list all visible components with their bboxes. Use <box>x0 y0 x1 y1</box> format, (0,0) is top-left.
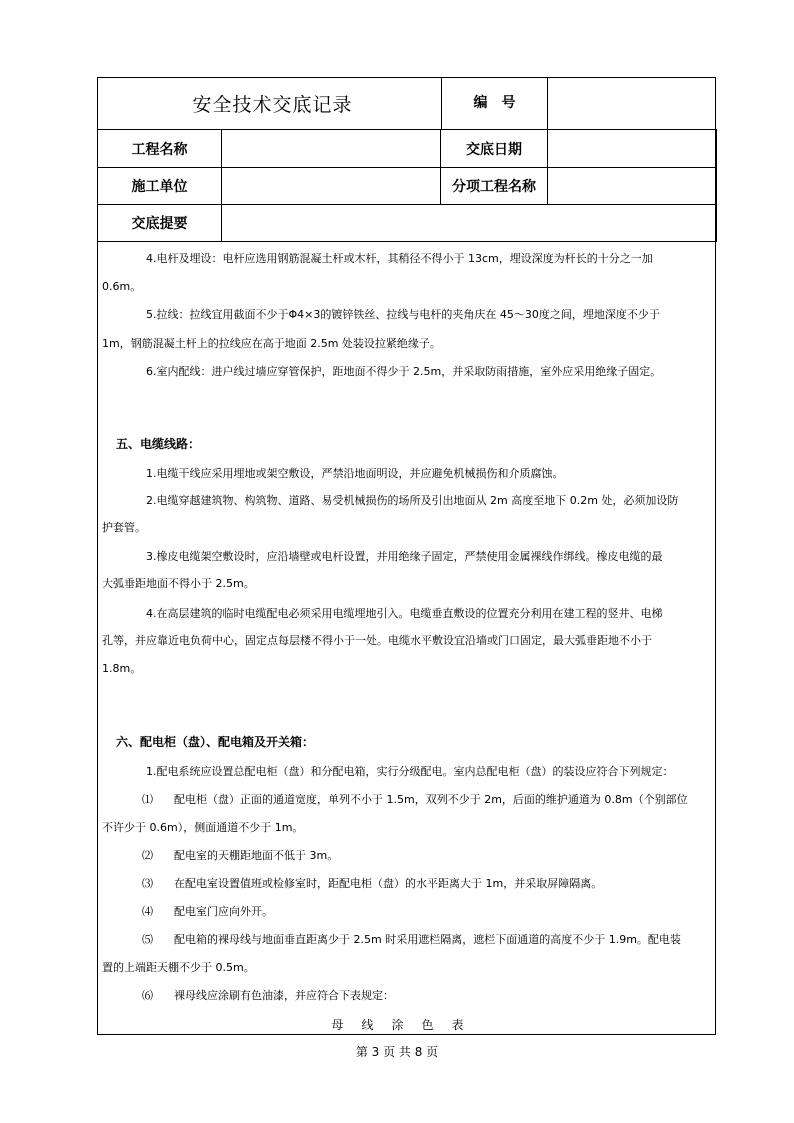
paragraph: 孔等，并应靠近电负荷中心，固定点每层楼不得小于一处。电缆水平敷设宜沿墙或门口固定，最大弧垂距地不小于 <box>102 634 652 647</box>
paragraph: 1.8m。 <box>102 662 142 675</box>
item-number: ⑵ <box>142 849 153 862</box>
paragraph: 1.电缆干线应采用埋地或架空敷设，严禁沿地面明设，并应避免机械损伤和介质腐蚀。 <box>146 467 564 480</box>
item-number: ⑶ <box>142 877 153 890</box>
paragraph: 4.在高层建筑的临时电缆配电必须采用电缆埋地引入。电缆垂直敷设的位置充分利用在建工程的竖井、电梯 <box>146 607 663 620</box>
paragraph: 配电室门应向外开。 <box>174 905 273 918</box>
paragraph: 配电室的天棚距地面不低于 3m。 <box>174 849 339 862</box>
page-number: 第 3 页 共 8 页 <box>355 1045 439 1059</box>
paragraph: 1.配电系统应设置总配电柜（盘）和分配电箱，实行分级配电。室内总配电柜（盘）的装设应符合下列规定： <box>146 765 674 778</box>
paragraph: 6.室内配线：进户线过墙应穿管保护，距地面不得少于 2.5m，并采取防雨措施，室外应采用绝缘子固定。 <box>146 365 662 378</box>
summary-label: 交底提要 <box>98 205 222 242</box>
number-label: 编 号 <box>441 78 548 129</box>
item-number: ⑹ <box>142 989 153 1002</box>
item-number: ⑷ <box>142 905 153 918</box>
paragraph: 在配电室设置值班或检修室时，距配电柜（盘）的水平距离大于 1m，并采取屏障隔离。 <box>174 877 603 890</box>
paragraph: 4.电杆及埋设：电杆应选用钢筋混凝土杆或木杆，其稍径不得小于 13cm，埋设深度为杆长的十分之一加 <box>146 252 653 265</box>
project-name-label: 工程名称 <box>98 130 222 168</box>
table-caption: 母线涂色表 <box>331 1018 482 1032</box>
section-5-heading: 五、电缆线路： <box>116 437 201 451</box>
paragraph: 3.橡皮电缆架空敷设时，应沿墙壁或电杆设置，并用绝缘子固定，严禁使用金属裸线作绑线。橡皮电缆的最 <box>146 550 663 563</box>
paragraph: 5.拉线：拉线宜用截面不少于Φ4×3的镀锌铁丝、拉线与电杆的夹角庆在 45～30度之间，埋地深度不少于 <box>146 308 660 321</box>
paragraph: 护套管。 <box>102 521 146 534</box>
document-title: 安全技术交底记录 <box>192 94 353 116</box>
date-label: 交底日期 <box>441 130 548 168</box>
document-body <box>98 242 715 1034</box>
paragraph: 裸母线应涂刷有色油漆，并应符合下表规定： <box>174 989 394 1002</box>
paragraph: 大弧垂距地面不得小于 2.5m。 <box>102 577 255 590</box>
contractor-label: 施工单位 <box>98 168 222 205</box>
paragraph: 2.电缆穿越建筑物、构筑物、道路、易受机械损伤的场所及引出地面从 2m 高度至地下 0.2m 处，必须加设防 <box>146 494 679 507</box>
paragraph: 配电柜（盘）正面的通道宽度，单列不小于 1.5m，双列不少于 2m，后面的维护通道为 0.8m（个别部位 <box>174 793 688 806</box>
subproject-label: 分项工程名称 <box>441 168 548 205</box>
paragraph: 配电箱的裸母线与地面垂直距离少于 2.5m 时采用遮栏隔离，遮栏下面通道的高度不少于 1.9m。配电装 <box>174 933 681 946</box>
paragraph: 不许少于 0.6m），侧面通道不少于 1m。 <box>102 821 304 834</box>
paragraph: 0.6m。 <box>102 280 142 293</box>
paragraph: 1m，钢筋混凝土杆上的拉线应在高于地面 2.5m 处装设拉紧绝缘子。 <box>102 337 441 350</box>
section-6-heading: 六、配电柜（盘）、配电箱及开关箱： <box>116 735 315 749</box>
item-number: ⑴ <box>142 793 153 806</box>
item-number: ⑸ <box>142 933 153 946</box>
paragraph: 置的上端距天棚不少于 0.5m。 <box>102 961 255 974</box>
